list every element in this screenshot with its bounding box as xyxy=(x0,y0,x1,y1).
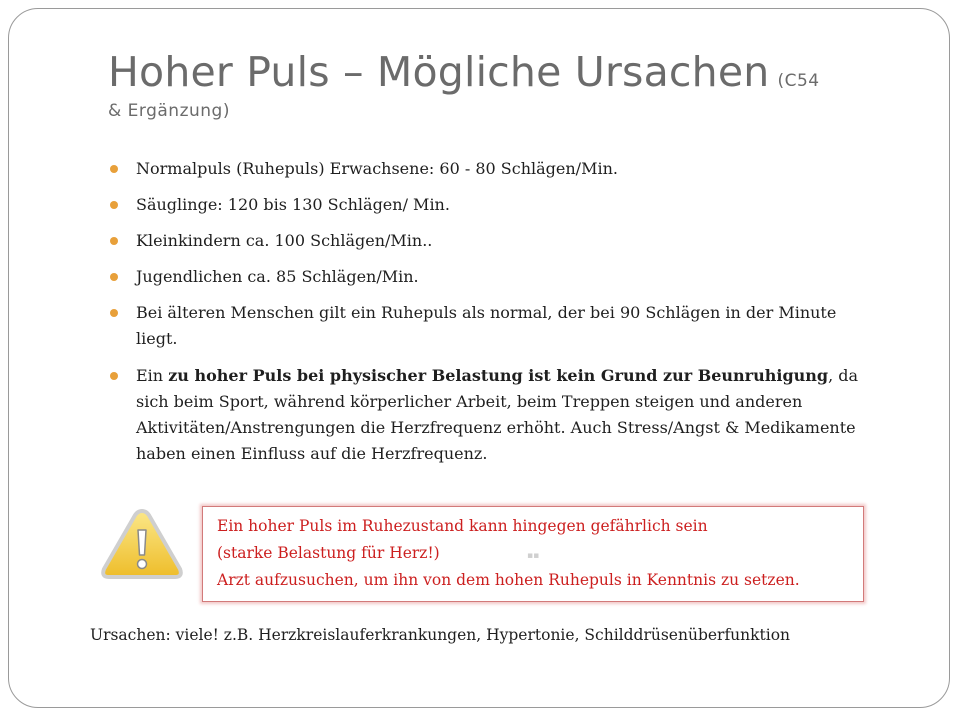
bullet-item xyxy=(108,264,868,290)
warning-triangle-icon xyxy=(100,506,184,582)
faint-mark: ▪▪ xyxy=(527,551,540,561)
bullet-item xyxy=(108,156,868,182)
title-suffix: (C54 xyxy=(777,71,820,91)
bullet-item xyxy=(108,192,868,218)
bullet-text: Säuglinge: 120 bis 130 Schlägen/ Min. xyxy=(136,195,450,214)
bullet-dot-icon xyxy=(110,309,118,317)
warning-line-1: Ein hoher Puls im Ruhezustand kann hingegen gefährlich sein xyxy=(217,517,708,535)
warning-line-2: (starke Belastung für Herz!) xyxy=(217,544,440,562)
bullet-item xyxy=(108,300,868,352)
bullet-dot-icon xyxy=(110,165,118,173)
bullet-dot-icon xyxy=(110,237,118,245)
warning-box xyxy=(202,506,864,602)
bullet-text: Jugendlichen ca. 85 Schlägen/Min. xyxy=(136,267,419,286)
bullet-dot-icon xyxy=(110,201,118,209)
bullet-text: Kleinkindern ca. 100 Schlägen/Min.. xyxy=(136,231,433,250)
bullet-text: Bei älteren Menschen gilt ein Ruhepuls als normal, der bei 90 Schlägen in der Minute liegt. xyxy=(136,303,837,348)
warning-line-3: Arzt aufzusuchen, um ihn von dem hohen Ruhepuls in Kenntnis zu setzen. xyxy=(217,571,800,589)
bullet-dot-icon xyxy=(110,273,118,281)
bullet-item xyxy=(108,363,868,467)
bullet-text-rest: , da sich beim Sport, während körperlicher Arbeit, beim Treppen steigen und anderen Aktivitäten/Anstrengungen die Herzfrequenz erhöht. Auch Stress/Angst & Medikamente haben einen Einfluss auf die Herzfrequenz. xyxy=(136,366,859,463)
title-main: Hoher Puls – Mögliche Ursachen xyxy=(108,48,770,96)
title-line2: & Ergänzung) xyxy=(108,101,230,121)
bullet-item xyxy=(108,228,868,254)
slide-title xyxy=(108,48,918,121)
bullet-text-prefix: Ein xyxy=(136,366,169,385)
causes-text: Ursachen: viele! z.B. Herzkreislauferkrankungen, Hypertonie, Schilddrüsenüberfunktion xyxy=(90,626,791,644)
bullet-list xyxy=(108,156,868,478)
bullet-text: Normalpuls (Ruhepuls) Erwachsene: 60 - 80 Schlägen/Min. xyxy=(136,159,618,178)
bullet-dot-icon xyxy=(110,372,118,380)
bullet-text-bold: zu hoher Puls bei physischer Belastung ist kein Grund zur Beunruhigung xyxy=(168,366,829,385)
